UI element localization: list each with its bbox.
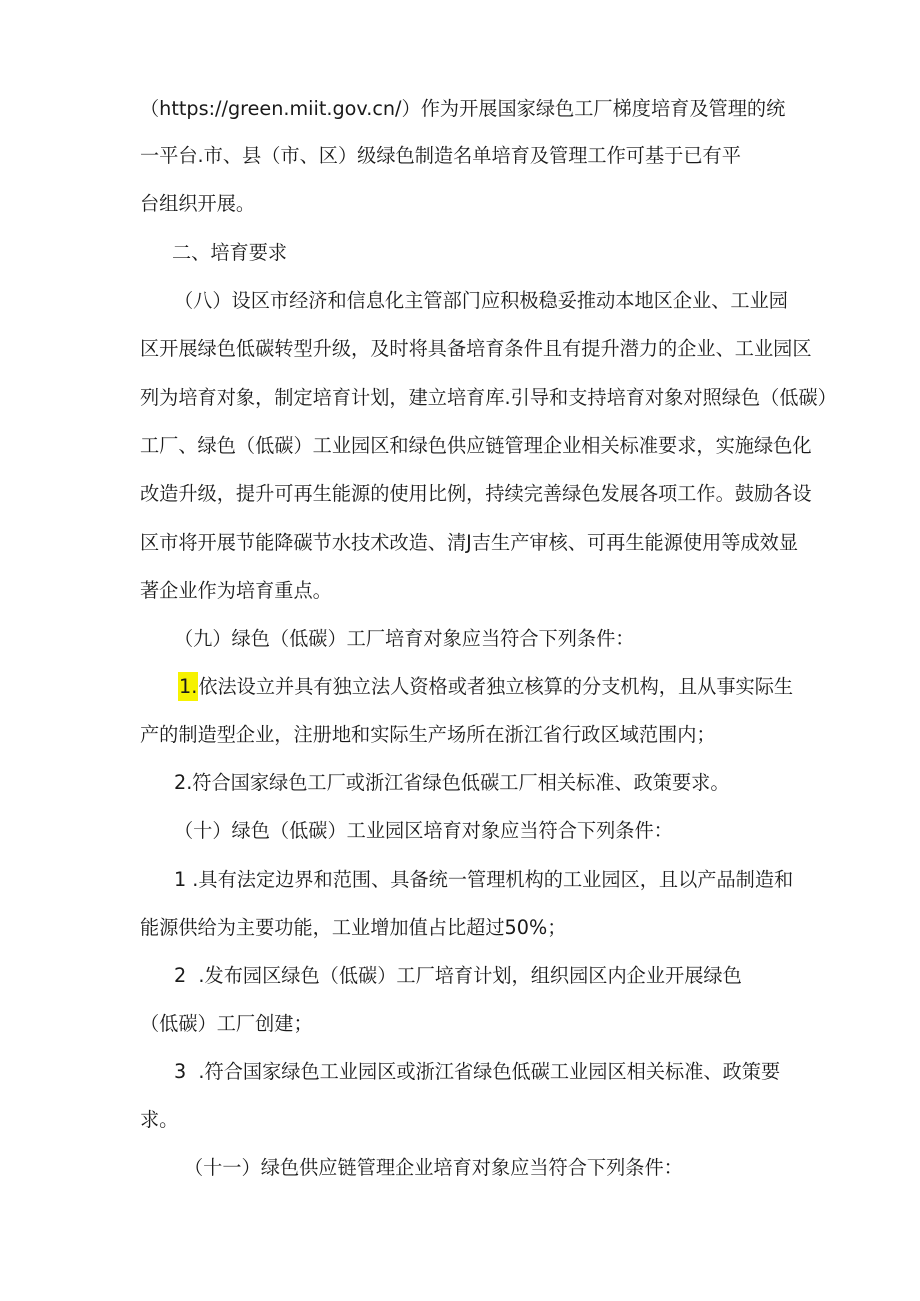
line-text: 依法设立并具有独立法人资格或者独立核算的分支机构，且从事实际生 xyxy=(198,675,794,698)
line-text: （八）设区市经济和信息化主管部门应积极稳妥推动本地区企业、工业园 xyxy=(174,289,788,312)
line-text: 列为培育对象，制定培育计划，建立培育库.引导和支持培育对象对照绿色（低碳） xyxy=(140,386,837,409)
highlighted-number: 1. xyxy=(178,672,198,701)
text-line xyxy=(174,287,800,315)
text-line xyxy=(178,673,800,701)
text-line xyxy=(140,529,800,557)
text-line xyxy=(140,721,800,749)
line-text: 3 .符合国家绿色工业园区或浙江省绿色低碳工业园区相关标准、政策要 xyxy=(174,1060,781,1083)
line-text: 2.符合国家绿色工厂或浙江省绿色低碳工厂相关标准、政策要求。 xyxy=(174,771,730,794)
text-line xyxy=(140,190,800,218)
line-text: 求。 xyxy=(140,1108,179,1131)
line-text: （低碳）工厂创建； xyxy=(140,1012,313,1035)
text-line xyxy=(140,1106,800,1134)
line-text: 1 .具有法定边界和范围、具备统一管理机构的工业园区，且以产品制造和 xyxy=(174,868,794,891)
text-line xyxy=(174,962,800,990)
line-text: （九）绿色（低碳）工厂培育对象应当符合下列条件： xyxy=(174,627,635,650)
line-text: 区开展绿色低碳转型升级，及时将具备培育条件且有提升潜力的企业、工业园区 xyxy=(140,337,812,360)
text-line xyxy=(140,142,800,170)
text-line xyxy=(174,625,800,653)
text-line xyxy=(140,577,800,605)
text-line xyxy=(140,335,812,363)
text-line xyxy=(174,1058,800,1086)
line-text: （十一）绿色供应链管理企业培育对象应当符合下列条件： xyxy=(184,1156,683,1179)
line-text: （https://green.miit.gov.cn/）作为开展国家绿色工厂梯度培育及管理的统 xyxy=(140,97,786,120)
text-line xyxy=(174,769,800,797)
text-line xyxy=(140,432,812,460)
line-text: 改造升级，提升可再生能源的使用比例，持续完善绿色发展各项工作。鼓励各设 xyxy=(140,482,812,505)
text-line xyxy=(140,384,837,412)
text-line xyxy=(174,866,800,894)
text-line xyxy=(172,239,800,267)
text-line xyxy=(174,817,800,845)
line-text: 区市将开展节能降碳节水技术改造、清J吉生产审核、可再生能源使用等成效显 xyxy=(140,531,799,554)
line-text: 产的制造型企业，注册地和实际生产场所在浙江省行政区域范围内； xyxy=(140,723,716,746)
text-line xyxy=(140,1010,800,1038)
text-line xyxy=(140,95,800,123)
line-text: 2 .发布园区绿色（低碳）工厂培育计划，组织园区内企业开展绿色 xyxy=(174,964,742,987)
line-text: 著企业作为培育重点。 xyxy=(140,579,332,602)
text-line xyxy=(140,914,800,942)
line-text: 工厂、绿色（低碳）工业园区和绿色供应链管理企业相关标准要求，实施绿色化 xyxy=(140,434,812,457)
line-text: 台组织开展。 xyxy=(140,192,256,215)
line-text: 能源供给为主要功能，工业增加值占比超过50%； xyxy=(140,916,567,939)
line-text: 二、培育要求 xyxy=(172,241,288,264)
line-text: 一平台.市、县（市、区）级绿色制造名单培育及管理工作可基于已有平 xyxy=(140,144,741,167)
text-line xyxy=(140,480,812,508)
line-text: （十）绿色（低碳）工业园区培育对象应当符合下列条件： xyxy=(174,819,673,842)
text-line xyxy=(184,1154,800,1182)
